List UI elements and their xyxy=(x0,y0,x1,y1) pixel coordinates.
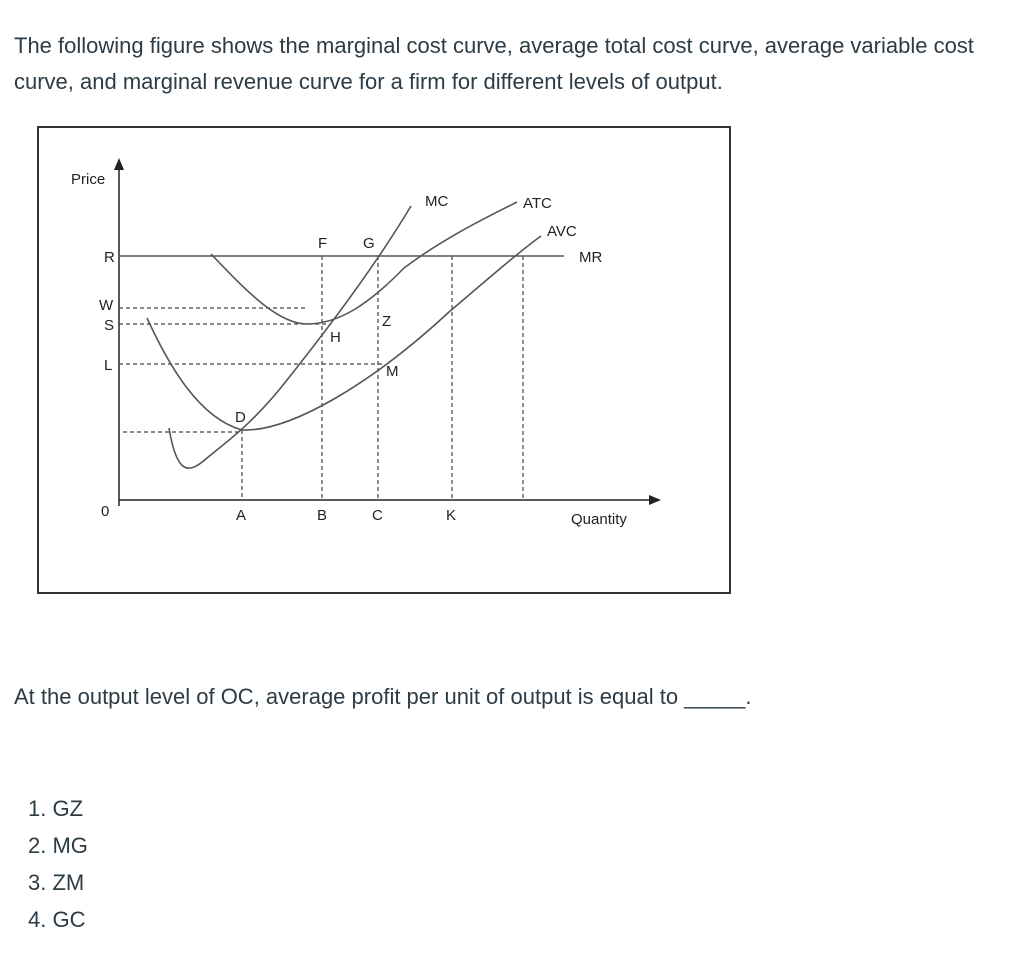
point-m: M xyxy=(386,363,399,380)
x-tick-c: C xyxy=(372,507,383,524)
option-2[interactable]: 2. MG xyxy=(28,833,88,858)
x-tick-k: K xyxy=(446,507,457,524)
point-d: D xyxy=(235,409,246,426)
y-tick-s: S xyxy=(104,317,115,334)
y-tick-l: L xyxy=(104,357,113,374)
intro-text: The following figure shows the marginal cost curve, average total cost curve, average variable cost curve, and marginal revenue curve for a firm for different levels of output. xyxy=(14,33,974,94)
label-atc: ATC xyxy=(523,195,552,212)
question-text: At the output level of OC, average profit per unit of output is equal to _____. xyxy=(14,684,752,709)
label-mr: MR xyxy=(579,249,603,266)
point-f: F xyxy=(318,235,328,252)
avc-curve xyxy=(147,236,541,430)
x-tick-a: A xyxy=(236,507,247,524)
atc-curve xyxy=(211,202,517,324)
option-3[interactable]: 3. ZM xyxy=(28,870,85,895)
x-axis-label: Quantity xyxy=(571,511,627,528)
cost-curves-figure xyxy=(37,126,731,594)
y-tick-0: 0 xyxy=(101,503,110,520)
answer-options xyxy=(28,790,88,938)
label-avc: AVC xyxy=(547,223,577,240)
x-tick-b: B xyxy=(317,507,328,524)
option-4[interactable]: 4. GC xyxy=(28,907,86,932)
mc-curve xyxy=(169,206,411,468)
y-tick-r: R xyxy=(104,249,115,266)
point-h: H xyxy=(330,329,341,346)
label-mc: MC xyxy=(425,193,449,210)
option-1[interactable]: 1. GZ xyxy=(28,796,84,821)
y-axis-label: Price xyxy=(71,171,106,188)
x-axis-arrow xyxy=(649,495,661,505)
point-z: Z xyxy=(382,313,392,330)
point-g: G xyxy=(363,235,375,252)
y-axis-arrow xyxy=(114,158,124,170)
y-tick-w: W xyxy=(99,297,114,314)
figure-svg xyxy=(39,128,729,592)
